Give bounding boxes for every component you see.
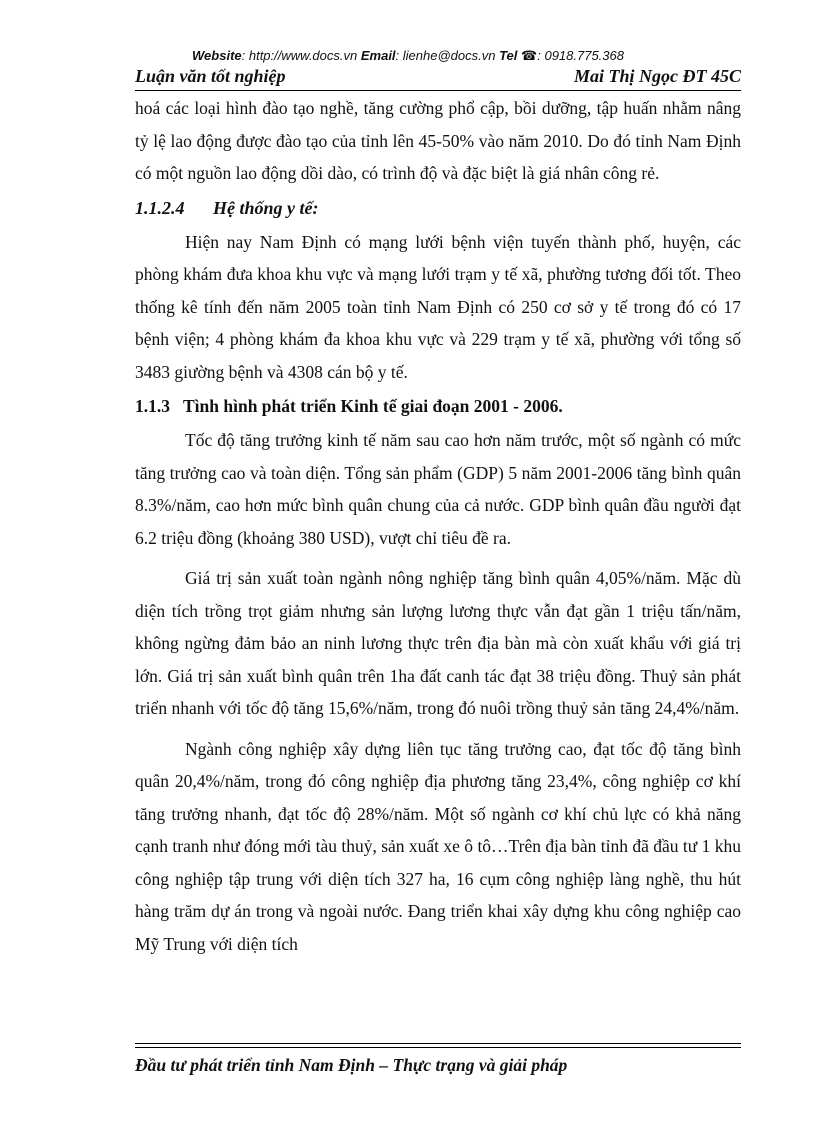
tel-value: : 0918.775.368 [537, 48, 624, 63]
page-footer: Đầu tư phát triển tỉnh Nam Định – Thực trạng và giải pháp [135, 1055, 568, 1075]
heading-health-system [135, 190, 741, 226]
website-value: : http://www.docs.vn [241, 48, 358, 63]
header-author: Mai Thị Ngọc ĐT 45C [573, 66, 741, 86]
heading-economic-development [135, 388, 741, 424]
heading-number: 1.1.3 [135, 396, 170, 416]
paragraph-gap [135, 554, 741, 562]
heading-title: Hệ thống y tế: [213, 197, 319, 218]
paragraph-health: Hiện nay Nam Định có mạng lưới bệnh viện tuyến thành phố, huyện, các phòng khám đưa khoa khu vực và mạng lưới trạm y tế xã, phường tương đối tốt. Theo thống kê tính đến năm 2005 toàn tỉnh Nam Định có 250 cơ sở y tế trong đó có 17 bệnh viện; 4 phòng khám đa khoa khu vực và 229 trạm y tế xã, phường với tổng số 3483 giường bệnh và 4308 cán bộ y tế. [135, 231, 741, 382]
website-label: Website [192, 48, 242, 63]
paragraph-growth: Tốc độ tăng trưởng kinh tế năm sau cao hơn năm trước, một số ngành có mức tăng trưởng cao và toàn diện. Tổng sản phẩm (GDP) 5 năm 2001-2006 tăng bình quân 8.3%/năm, cao hơn mức bình quân chung của cả nước. GDP bình quân đầu người đạt 6.2 triệu đồng (khoảng 380 USD), vượt chỉ tiêu đề ra. [135, 430, 741, 548]
email-value: : lienhe@docs.vn [395, 48, 496, 63]
tel-label: Tel [499, 48, 518, 63]
paragraph-training: hoá các loại hình đào tạo nghề, tăng cường phổ cập, bồi dưỡng, tập huấn nhằm nâng tỷ lệ lao động được đào tạo của tỉnh lên 45-50% vào năm 2010. Do đó tỉnh Nam Định có một nguồn lao động dồi dào, có trình độ và đặc biệt là giá nhân công rẻ. [135, 98, 741, 183]
header-thesis-title: Luận văn tốt nghiệp [135, 66, 286, 86]
email-label: Email [360, 48, 396, 63]
paragraph-agriculture: Giá trị sản xuất toàn ngành nông nghiệp tăng bình quân 4,05%/năm. Mặc dù diện tích trồng trọt giảm nhưng sản lượng lương thực vẫn đạt gần 1 triệu tấn/năm, không ngừng đảm bảo an ninh lương thực trên địa bàn mà còn xuất khẩu với giá trị lớn. Giá trị sản xuất bình quân trên 1ha đất canh tác đạt 38 triệu đồng. Thuỷ sản phát triển nhanh với tốc độ tăng 15,6%/năm, trong đó nuôi trồng thuỷ sản tăng 24,4%/năm. [135, 568, 741, 718]
document-body [135, 92, 741, 960]
website-contact-line [0, 48, 816, 64]
footer-rule-bottom [135, 1047, 741, 1048]
paragraph-industry: Ngành công nghiệp xây dựng liên tục tăng trưởng cao, đạt tốc độ tăng bình quân 20,4%/năm, trong đó công nghiệp địa phương tăng 23,4%, công nghiệp cơ khí tăng trưởng nhanh, đạt tốc độ 28%/năm. Một số ngành cơ khí chủ lực có khả năng cạnh tranh như đóng mới tàu thuỷ, sản xuất xe ô tô…Trên địa bàn tỉnh đã đầu tư 1 khu công nghiệp tập trung với diện tích 327 ha, 16 cụm công nghiệp làng nghề, thu hút hàng trăm dự án trong và ngoài nước. Đang triển khai xây dựng khu công nghiệp cao Mỹ Trung với diện tích [135, 738, 741, 954]
paragraph-gap [135, 725, 741, 733]
footer-rule-top [135, 1043, 741, 1044]
heading-title: Tình hình phát triển Kinh tế giai đoạn 2001 - 2006. [183, 396, 563, 416]
heading-number: 1.1.2.4 [135, 197, 185, 218]
page-header [135, 64, 741, 90]
header-rule [135, 90, 741, 91]
phone-icon: ☎ [521, 48, 538, 63]
